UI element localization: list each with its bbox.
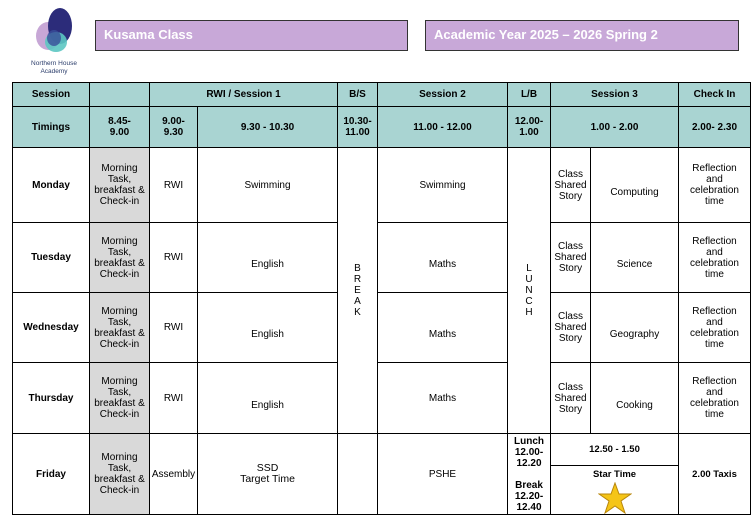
reflection-cell: Reflection and celebration time xyxy=(679,363,751,434)
star-time-cell xyxy=(551,466,679,515)
rwi-cell: RWI xyxy=(150,223,198,293)
session2-cell: PSHE xyxy=(378,434,508,515)
timing-cell: 11.00 - 12.00 xyxy=(378,107,508,148)
star-time-label: Star Time xyxy=(592,469,637,480)
session3-cell: Science xyxy=(591,223,679,293)
session3-time-cell: 12.50 - 1.50 xyxy=(551,434,679,466)
session-header: Session xyxy=(13,83,90,107)
session2-cell: Maths xyxy=(378,293,508,363)
academic-year-banner: Academic Year 2025 – 2026 Spring 2 xyxy=(425,20,739,51)
reflection-cell: Reflection and celebration time xyxy=(679,223,751,293)
session1-cell: English xyxy=(198,293,338,363)
timings-label: Timings xyxy=(13,107,90,148)
lunch-letter: H xyxy=(525,307,533,318)
check-in-header: Check In xyxy=(679,83,751,107)
table-row xyxy=(13,223,751,293)
timetable xyxy=(12,82,751,515)
lunch-letter: U xyxy=(525,274,533,285)
class-shared-story-cell: Class Shared Story xyxy=(551,293,591,363)
session-header-row xyxy=(13,83,751,107)
lunch-column xyxy=(508,148,551,434)
lb-header: L/B xyxy=(508,83,551,107)
session2-header: Session 2 xyxy=(378,83,508,107)
table-row xyxy=(13,293,751,363)
lunch-letter: C xyxy=(525,296,533,307)
break-letter: B xyxy=(354,263,361,274)
break-letter: E xyxy=(354,285,361,296)
break-letter: R xyxy=(353,274,362,285)
timing-cell: 2.00- 2.30 xyxy=(679,107,751,148)
class-name-banner: Kusama Class xyxy=(95,20,408,51)
break-letter: K xyxy=(354,307,361,318)
timing-cell: 8.45- 9.00 xyxy=(90,107,150,148)
session3-cell: Geography xyxy=(591,293,679,363)
rwi-cell: RWI xyxy=(150,293,198,363)
session1-cell: SSD Target Time xyxy=(198,434,338,515)
class-shared-story-cell: Class Shared Story xyxy=(551,148,591,223)
day-label: Tuesday xyxy=(13,223,90,293)
session2-cell: Swimming xyxy=(378,148,508,223)
star-icon xyxy=(598,482,632,514)
rwi-cell: RWI xyxy=(150,363,198,434)
table-row xyxy=(13,148,751,223)
empty-header-cell xyxy=(90,83,150,107)
rwi-session1-header: RWI / Session 1 xyxy=(150,83,338,107)
reflection-cell: Reflection and celebration time xyxy=(679,148,751,223)
timing-cell: 10.30- 11.00 xyxy=(338,107,378,148)
logo-text xyxy=(22,60,86,75)
morning-task-cell: Morning Task, breakfast & Check-in xyxy=(90,293,150,363)
timing-cell: 9.00- 9.30 xyxy=(150,107,198,148)
timings-row xyxy=(13,107,751,148)
session2-cell: Maths xyxy=(378,363,508,434)
session3-cell: Computing xyxy=(591,148,679,223)
class-shared-story-cell: Class Shared Story xyxy=(551,223,591,293)
morning-task-cell: Morning Task, breakfast & Check-in xyxy=(90,434,150,515)
break-letter: A xyxy=(354,296,361,307)
lunch-letter: N xyxy=(525,285,533,296)
rwi-cell: RWI xyxy=(150,148,198,223)
logo-mark-icon xyxy=(34,8,74,56)
day-label: Friday xyxy=(13,434,90,515)
check-in-cell: 2.00 Taxis xyxy=(679,434,751,515)
break-column xyxy=(338,148,378,434)
session1-cell: English xyxy=(198,223,338,293)
break-empty-cell xyxy=(338,434,378,515)
day-label: Wednesday xyxy=(13,293,90,363)
bs-header: B/S xyxy=(338,83,378,107)
reflection-cell: Reflection and celebration time xyxy=(679,293,751,363)
session3-header: Session 3 xyxy=(551,83,679,107)
day-label: Thursday xyxy=(13,363,90,434)
logo-line-1: Northern House xyxy=(31,60,77,67)
timing-cell: 12.00- 1.00 xyxy=(508,107,551,148)
day-label: Monday xyxy=(13,148,90,223)
timing-cell: 9.30 - 10.30 xyxy=(198,107,338,148)
morning-task-cell: Morning Task, breakfast & Check-in xyxy=(90,363,150,434)
lunch-break-times-cell: Lunch 12.00- 12.20 Break 12.20- 12.40 xyxy=(508,434,551,515)
lunch-letter: L xyxy=(526,263,532,274)
timing-cell: 1.00 - 2.00 xyxy=(551,107,679,148)
morning-task-cell: Morning Task, breakfast & Check-in xyxy=(90,223,150,293)
session1-cell: Swimming xyxy=(198,148,338,223)
table-row xyxy=(13,363,751,434)
class-shared-story-cell: Class Shared Story xyxy=(551,363,591,434)
session2-cell: Maths xyxy=(378,223,508,293)
academy-logo xyxy=(22,8,86,78)
session3-cell: Cooking xyxy=(591,363,679,434)
assembly-cell: Assembly xyxy=(150,434,198,515)
table-row xyxy=(13,434,751,466)
logo-line-2: Academy xyxy=(40,67,68,75)
session1-cell: English xyxy=(198,363,338,434)
morning-task-cell: Morning Task, breakfast & Check-in xyxy=(90,148,150,223)
